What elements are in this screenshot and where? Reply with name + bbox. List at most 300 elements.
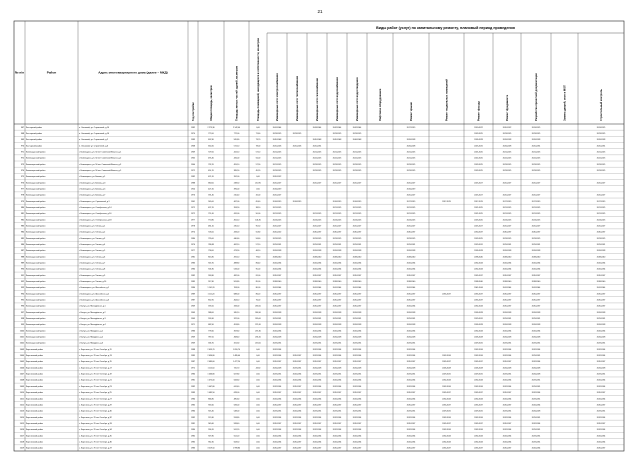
table-cell: 2038-2040 bbox=[406, 256, 416, 259]
table-cell: 2035-2037 bbox=[332, 299, 342, 302]
table-cell: 2032-2034 bbox=[596, 429, 606, 432]
table-cell: 2026-2028 bbox=[272, 250, 282, 253]
table-cell: 2026-2028 bbox=[312, 311, 322, 314]
table-cell: 2045-2048 bbox=[312, 139, 322, 142]
table-cell: 2022-2025 bbox=[312, 157, 322, 160]
table-cell: 986 bbox=[20, 244, 24, 247]
table-cell: 2025-2026 bbox=[272, 145, 282, 148]
table-cell: 1972 bbox=[191, 367, 195, 370]
table-cell: 682,90 bbox=[208, 324, 214, 327]
table-cell: г. Калуга, ул. Мичурина, д.3 bbox=[79, 342, 103, 345]
table-cell: 1954 bbox=[191, 188, 195, 191]
table-cell: 1015 bbox=[19, 422, 24, 425]
table-cell: 2022-2025 bbox=[352, 157, 362, 160]
table-cell: 2032-2034 bbox=[332, 435, 342, 438]
table-cell: 2021-2025 bbox=[332, 213, 342, 216]
table-cell: 2035-2037 bbox=[332, 422, 342, 425]
table-cell: 786,88 bbox=[208, 244, 214, 247]
table-cell: 2017-2019 bbox=[406, 126, 416, 129]
table-cell: 229,10 bbox=[255, 324, 261, 327]
table-cell: 1983 bbox=[191, 262, 195, 265]
table-cell: Козельщанский район bbox=[26, 157, 46, 160]
table-cell: 2032-2034 bbox=[312, 441, 322, 444]
table-cell: 2032-2034 bbox=[352, 268, 362, 271]
table-cell: 90,00 bbox=[255, 268, 261, 271]
table-cell: 2020-2022 bbox=[474, 126, 483, 129]
table-cell: 2023-2025 bbox=[312, 237, 322, 240]
table-cell: 1987 bbox=[191, 361, 195, 364]
table-cell: 2025-2027 bbox=[596, 182, 606, 185]
table-cell: 1981 bbox=[191, 256, 195, 259]
table-cell: 1969 bbox=[191, 305, 195, 308]
table-cell: с. Коренево, ул. 70 лет Октября, д.29 bbox=[79, 404, 112, 407]
table-cell: 2023-2025 bbox=[272, 237, 282, 240]
table-cell: 533,00 bbox=[233, 268, 240, 271]
table-cell: 2032-2034 bbox=[352, 435, 362, 438]
table-cell: 0,00 bbox=[256, 422, 260, 425]
table-cell: 2035-2037 bbox=[596, 299, 606, 302]
table-cell: 2029-2031 bbox=[474, 410, 483, 413]
table-cell: 2032-2034 bbox=[312, 379, 322, 382]
table-cell: 2038-2040 bbox=[272, 256, 282, 259]
table-cell: 2016-2019 bbox=[406, 188, 416, 191]
table-cell: 495,40 bbox=[208, 157, 214, 160]
table-cell: Козельщанский район bbox=[26, 287, 46, 290]
table-cell: 2035-2037 bbox=[332, 361, 342, 364]
table-cell: 2035-2037 bbox=[272, 447, 282, 450]
table-cell: 57,90 bbox=[255, 163, 261, 166]
table-cell: 2030-2037 bbox=[352, 231, 362, 234]
table-cell: Кореневский район bbox=[26, 441, 43, 444]
table-cell: 2029-2031 bbox=[531, 355, 541, 358]
table-cell: 2045-2048 bbox=[272, 139, 282, 142]
table-cell: 2025-2027 bbox=[474, 182, 483, 185]
table-cell: 2032-2034 bbox=[531, 447, 541, 450]
table-cell: 2035-2037 bbox=[332, 404, 342, 407]
table-cell: 729,50 bbox=[208, 151, 214, 154]
table-cell: 2023-2025 bbox=[352, 163, 362, 166]
table-cell: 65,40 bbox=[255, 200, 261, 203]
table-cell: 2035-2037 bbox=[312, 392, 322, 395]
table-cell: 2035-2037 bbox=[442, 293, 451, 296]
table-cell: 2025-2027 bbox=[474, 225, 483, 228]
table-cell: 2026-2028 bbox=[502, 324, 512, 327]
table-cell: 1018 bbox=[19, 441, 24, 444]
column-header: № п/п bbox=[15, 70, 24, 75]
table-cell: 462,10 bbox=[233, 244, 240, 247]
table-cell: г. Козельщина, ул. Титова, д.1 bbox=[79, 225, 106, 228]
table-cell: 2021-2025 bbox=[272, 157, 282, 160]
table-cell: 2032-2034 bbox=[474, 416, 483, 419]
table-cell: 2017-2019 bbox=[502, 200, 512, 203]
table-cell: 2020-2022 bbox=[502, 126, 512, 129]
table-cell: Кореневский район bbox=[26, 429, 43, 432]
table-cell: 2 659,70 bbox=[207, 348, 215, 351]
table-cell: 2041-2044 bbox=[272, 126, 282, 129]
table-cell: 2029-2031 bbox=[406, 318, 416, 321]
table-cell: 2029-2031 bbox=[332, 244, 342, 247]
table-cell: г. Козельщина, ул. 50 лет Советской Власти, д.3 bbox=[79, 163, 122, 166]
work-types-group-title: Виды работ (услуг) по капитальному ремонту, плановый период проведения bbox=[376, 26, 515, 30]
table-cell: 2025-2031 bbox=[474, 145, 483, 148]
table-cell: 735,00 bbox=[208, 237, 214, 240]
table-cell: 2021-2025 bbox=[531, 151, 541, 154]
table-cell: 971 bbox=[20, 151, 24, 154]
table-cell: 974 bbox=[20, 169, 24, 172]
table-cell: 2035-2037 bbox=[312, 404, 322, 407]
table-cell: г. Козельщина, ул. Шоссейная, д.1 bbox=[79, 287, 110, 290]
table-cell: 2035-2037 bbox=[332, 392, 342, 395]
table-cell: 1000 bbox=[19, 330, 24, 333]
column-header: Инженерные сети электроснабжения bbox=[276, 73, 279, 121]
table-cell: 2035-2037 bbox=[531, 305, 541, 308]
table-cell: 2026-2028 bbox=[596, 139, 606, 142]
table-cell: 1988 bbox=[191, 182, 195, 185]
table-cell: 104,30 bbox=[255, 219, 261, 222]
table-cell: 2025-2027 bbox=[406, 182, 416, 185]
table-cell: 482,00 bbox=[233, 274, 240, 277]
table-cell: 2035-2037 bbox=[272, 305, 282, 308]
table-cell: 852,90 bbox=[208, 299, 214, 302]
table-cell: 2032-2034 bbox=[474, 398, 483, 401]
table-cell: 2023-2025 bbox=[406, 237, 416, 240]
table-cell: 2023-2025 bbox=[596, 132, 606, 135]
table-cell: г. Калуга, ул. Мичурина, д.2 bbox=[79, 336, 103, 339]
table-cell: 2038-2040 bbox=[474, 256, 483, 259]
table-cell: 583,40 bbox=[233, 422, 240, 425]
table-cell: 2032-2034 bbox=[474, 435, 483, 438]
table-cell: 1985 bbox=[191, 441, 195, 444]
table-cell: 2032-2034 bbox=[332, 379, 342, 382]
table-cell: 1982 bbox=[191, 274, 195, 277]
table-cell: 2023-2025 bbox=[596, 219, 606, 222]
table-cell: 2026-2028 bbox=[332, 336, 342, 339]
table-cell: 2023-2025 bbox=[502, 169, 512, 172]
table-cell: Козельщанский район bbox=[26, 213, 46, 216]
table-cell: 1972 bbox=[191, 213, 195, 216]
table-cell: с. Коренево, ул. 70 лет Октября, д.17 bbox=[79, 367, 112, 370]
table-cell: 2035-2037 bbox=[502, 422, 512, 425]
table-cell: 321,30 bbox=[233, 342, 240, 345]
table-cell: 927,80 bbox=[208, 435, 214, 438]
table-cell: 2032-2034 bbox=[272, 348, 282, 351]
table-cell: 2038-2040 bbox=[332, 281, 342, 284]
table-cell: г. Калуга, ул. Молодёжная, д.3 bbox=[79, 318, 106, 321]
table-cell: 2042-2044 bbox=[332, 126, 342, 129]
table-cell: 1985 bbox=[191, 355, 195, 358]
table-cell: 2041-2044 bbox=[352, 287, 362, 290]
table-cell: 2032-2034 bbox=[406, 398, 416, 401]
table-cell: 2032-2034 bbox=[474, 379, 483, 382]
table-cell: 2035-2037 bbox=[292, 392, 302, 395]
table-cell: 2032-2034 bbox=[292, 398, 302, 401]
table-cell: 2032-2034 bbox=[332, 398, 342, 401]
table-cell: 2026-2028 bbox=[406, 336, 416, 339]
table-cell: 2021-2025 bbox=[502, 151, 512, 154]
table-cell: Козельщанский район bbox=[26, 274, 46, 277]
table-cell: 2035-2037 bbox=[352, 422, 362, 425]
table-cell: 2022-2025 bbox=[596, 157, 606, 160]
table-cell: 3 519,50 bbox=[207, 447, 215, 450]
table-cell: 2032-2034 bbox=[531, 392, 541, 395]
table-cell: 86,20 bbox=[255, 293, 261, 296]
table-cell: 2017-2019 bbox=[596, 200, 606, 203]
table-cell: 0,00 bbox=[256, 379, 260, 382]
table-cell: 359,60 bbox=[233, 330, 240, 333]
table-cell: 2026-2028 bbox=[406, 311, 416, 314]
table-cell: 592,60 bbox=[208, 318, 214, 321]
table-cell: г. Козельщина, ул. Бекова, д.5 bbox=[79, 188, 106, 191]
table-cell: 2035-2037 bbox=[406, 274, 416, 277]
table-cell: 2026-2028 bbox=[352, 336, 362, 339]
table-cell: 2026-2028 bbox=[531, 367, 541, 370]
table-cell: 1969 bbox=[191, 342, 195, 345]
table-cell: 2029-2031 bbox=[312, 318, 322, 321]
table-cell: 2038-2040 bbox=[596, 256, 606, 259]
table-cell: 79,40 bbox=[255, 256, 261, 259]
table-cell: Кореневский район bbox=[26, 385, 43, 388]
table-cell: 2032-2034 bbox=[272, 355, 282, 358]
table-cell: 2032-2034 bbox=[312, 385, 322, 388]
table-cell: 2025-2027 bbox=[474, 194, 483, 197]
table-cell: 2035-2037 bbox=[352, 305, 362, 308]
table-cell: 2026-2028 bbox=[596, 311, 606, 314]
table-cell: 0,00 bbox=[256, 435, 260, 438]
table-cell: Козельщанский район bbox=[26, 256, 46, 259]
table-cell: 2035-2037 bbox=[502, 299, 512, 302]
column-header: Инженерные сети газоснабжения bbox=[316, 78, 319, 121]
table-cell: 1980 bbox=[191, 429, 195, 432]
table-cell: Козельщанский район bbox=[26, 194, 46, 197]
table-cell: 2035-2037 bbox=[502, 305, 512, 308]
table-cell: 2032-2034 bbox=[474, 429, 483, 432]
table-cell: 0,00 bbox=[256, 385, 260, 388]
table-cell: 2042-2044 bbox=[352, 126, 362, 129]
table-cell: 2026-2028 bbox=[272, 336, 282, 339]
table-cell: 1 477,20 bbox=[233, 361, 240, 364]
table-cell: 440,60 bbox=[233, 237, 240, 240]
table-cell: 2023-2025 bbox=[596, 169, 606, 172]
table-cell: 2029-2031 bbox=[502, 244, 512, 247]
table-cell: 2016-2019 bbox=[272, 200, 282, 203]
table-cell: г. Козельщина, ул. Титова, д.5 bbox=[79, 250, 106, 253]
table-cell: 2023-2025 bbox=[312, 163, 322, 166]
table-cell: 2030-2037 bbox=[332, 231, 342, 234]
table-cell: 0,00 bbox=[256, 355, 260, 358]
table-cell: 2026-2028 bbox=[312, 336, 322, 339]
table-cell: 2035-2037 bbox=[292, 355, 302, 358]
table-cell: 0,00 bbox=[256, 447, 260, 450]
table-cell: 2029-2031 bbox=[531, 441, 541, 444]
column-header: Разработка проектной документации bbox=[535, 73, 538, 121]
table-cell: г. Козельщина, ул. Шоссейная, д.2 bbox=[79, 293, 110, 296]
table-cell: 2041-2044 bbox=[531, 287, 541, 290]
table-cell: 2026-2028 bbox=[352, 311, 362, 314]
table-cell: г. Козельщина, ул. Титова, д.4 bbox=[79, 244, 106, 247]
table-cell: 0,00 bbox=[256, 398, 260, 401]
table-cell: 2030-2037 bbox=[531, 231, 541, 234]
table-cell: 2035-2037 bbox=[272, 293, 282, 296]
table-cell: 0,00 bbox=[256, 176, 260, 179]
table-cell: 1988 bbox=[191, 348, 195, 351]
table-cell: 2026-2028 bbox=[474, 250, 483, 253]
table-cell: Кореневский район bbox=[26, 422, 43, 425]
table-cell: 2029-2031 bbox=[312, 373, 322, 376]
table-cell: 2032-2034 bbox=[442, 385, 451, 388]
table-cell: 2023-2025 bbox=[502, 219, 512, 222]
table-cell: 1969 bbox=[191, 336, 195, 339]
table-cell: 2035-2037 bbox=[596, 447, 606, 450]
table-cell: 2026-2028 bbox=[406, 324, 416, 327]
table-cell: 2035-2037 bbox=[272, 274, 282, 277]
table-cell: г. Козельщина, ул. 50 лет Советской Власти, д.5 bbox=[79, 169, 122, 172]
table-cell: 2032-2034 bbox=[502, 262, 512, 265]
table-cell: 2032-2034 bbox=[596, 262, 606, 265]
table-cell: п. Ольховой, ул. Строителей, д.14 bbox=[79, 126, 110, 129]
table-cell: 1 111,20 bbox=[207, 293, 215, 296]
table-cell: 2038-2040 bbox=[406, 281, 416, 284]
table-cell: 1017 bbox=[19, 435, 24, 438]
table-cell: 236,10 bbox=[255, 336, 261, 339]
table-cell: 2035-2037 bbox=[406, 293, 416, 296]
table-cell: 2032-2034 bbox=[502, 429, 512, 432]
table-cell: 56,60 bbox=[255, 237, 261, 240]
table-cell: 431,00 bbox=[233, 213, 240, 216]
table-cell: 2025-2027 bbox=[502, 182, 512, 185]
table-cell: 2026-2028 bbox=[474, 139, 483, 142]
table-cell: 2032-2034 bbox=[352, 441, 362, 444]
table-cell: 2032-2034 bbox=[312, 330, 322, 333]
table-cell: 2035-2037 bbox=[474, 274, 483, 277]
table-cell: 999 bbox=[20, 324, 24, 327]
table-cell: 345,10 bbox=[233, 311, 240, 314]
table-cell: 2026-2028 bbox=[272, 367, 282, 370]
table-cell: 2041-2044 bbox=[596, 287, 606, 290]
table-cell: с. Коренево, ул. 70 лет Октября, д.37 bbox=[79, 447, 112, 450]
table-cell: 2032-2034 bbox=[406, 429, 416, 432]
table-cell: 630,20 bbox=[208, 145, 214, 148]
table-cell: 2026-2028 bbox=[596, 324, 606, 327]
column-header: Замена дверей, окон в МОП bbox=[563, 85, 567, 121]
table-cell: 2032-2034 bbox=[292, 435, 302, 438]
table-cell: 2035-2037 bbox=[312, 305, 322, 308]
table-cell: 2021-2025 bbox=[406, 157, 416, 160]
table-cell: 0,00 bbox=[256, 361, 260, 364]
table-cell: 2026-2028 bbox=[502, 367, 512, 370]
column-header: Инженерные сети водоотведения bbox=[356, 77, 359, 121]
table-cell: Козельщанский район bbox=[26, 182, 46, 185]
table-cell: 949,60 bbox=[208, 422, 214, 425]
table-cell: Козельщанский район bbox=[26, 281, 46, 284]
table-cell: 1982 bbox=[191, 176, 195, 179]
table-cell: 2021-2025 bbox=[352, 151, 362, 154]
table-cell: 422,70 bbox=[208, 206, 214, 209]
table-cell: 2032-2034 bbox=[312, 348, 322, 351]
table-cell: 0,00 bbox=[256, 188, 260, 191]
table-cell: 2029-2031 bbox=[352, 410, 362, 413]
table-cell: 2035-2037 bbox=[352, 293, 362, 296]
table-cell: 2029-2031 bbox=[596, 342, 606, 345]
table-cell: г. Козельщина, ул. Бекова, д.7 bbox=[79, 194, 106, 197]
table-cell: Кореневский район bbox=[26, 410, 43, 413]
table-cell: 43,30 bbox=[255, 367, 261, 370]
table-cell: 1983 bbox=[191, 447, 195, 450]
table-cell: 2032-2034 bbox=[531, 422, 541, 425]
table-cell: 2032-2034 bbox=[502, 385, 512, 388]
table-cell: 2035-2037 bbox=[474, 392, 483, 395]
table-cell: 2032-2034 bbox=[352, 429, 362, 432]
table-cell: 2021-2025 bbox=[596, 206, 606, 209]
table-cell: 1004 bbox=[19, 355, 24, 358]
table-cell: 2023-2025 bbox=[531, 219, 541, 222]
table-cell: 548,00 bbox=[233, 410, 240, 413]
table-cell: с. Коренево, ул. 70 лет Октября, д.30 bbox=[79, 410, 112, 413]
table-cell: 2035-2037 bbox=[596, 392, 606, 395]
table-cell: 2032-2034 bbox=[596, 416, 606, 419]
table-cell: 992 bbox=[20, 281, 24, 284]
table-cell: 970 bbox=[20, 145, 24, 148]
table-cell: 2021-2025 bbox=[272, 206, 282, 209]
table-cell: 2032-2034 bbox=[292, 379, 302, 382]
table-cell: 2035-2037 bbox=[272, 361, 282, 364]
table-cell: 2020-2022 bbox=[272, 231, 282, 234]
table-cell: 2035-2037 bbox=[442, 392, 451, 395]
table-cell: 708,00 bbox=[233, 287, 240, 290]
table-cell: 1977 bbox=[191, 250, 195, 253]
table-cell: 866,80 bbox=[208, 398, 214, 401]
table-cell: 2032-2034 bbox=[292, 416, 302, 419]
table-cell: 1980 bbox=[191, 373, 195, 376]
table-cell: 2032-2034 bbox=[332, 441, 342, 444]
table-cell: 2023-2025 bbox=[596, 163, 606, 166]
table-cell: 901,80 bbox=[208, 268, 214, 271]
table-cell: 2029-2031 bbox=[596, 373, 606, 376]
table-cell: 2035-2037 bbox=[474, 299, 483, 302]
table-cell: 467,00 bbox=[233, 200, 240, 203]
table-cell: 468,40 bbox=[233, 336, 240, 339]
table-cell: 2032-2034 bbox=[502, 416, 512, 419]
table-cell: 2041-2044 bbox=[502, 287, 512, 290]
column-header: Строительный контроль bbox=[600, 89, 603, 121]
table-cell: 2029-2031 bbox=[502, 410, 512, 413]
table-cell: 981 bbox=[20, 213, 24, 216]
table-cell: 2032-2034 bbox=[352, 385, 362, 388]
table-cell: 2032-2034 bbox=[312, 355, 322, 358]
table-cell: 1970 bbox=[191, 132, 195, 135]
column-header: Инженерные сети теплоснабжения bbox=[296, 75, 299, 121]
table-cell: 2032-2034 bbox=[272, 416, 282, 419]
table-cell: 2032-2034 bbox=[406, 268, 416, 271]
column-header: Ремонт крыши bbox=[410, 102, 413, 121]
table-cell: 2026-2028 bbox=[596, 367, 606, 370]
table-cell: 2023-2025 bbox=[352, 219, 362, 222]
table-cell: 2026-2028 bbox=[596, 336, 606, 339]
table-cell: 2030-2037 bbox=[502, 231, 512, 234]
table-cell: 2023-2025 bbox=[352, 169, 362, 172]
table-cell: 2038-2040 bbox=[474, 281, 483, 284]
table-cell: 2030-2037 bbox=[312, 231, 322, 234]
table-cell: Кастырский район bbox=[26, 132, 43, 135]
table-cell: 2032-2034 bbox=[442, 379, 451, 382]
table-cell: 2025-2031 bbox=[596, 145, 606, 148]
table-cell: 2038-2040 bbox=[596, 281, 606, 284]
table-cell: 2029-2031 bbox=[406, 410, 416, 413]
table-cell: 2041-2044 bbox=[332, 287, 342, 290]
table-cell: 422,10 bbox=[233, 151, 240, 154]
table-cell: 459,10 bbox=[233, 163, 240, 166]
table-cell: с. Коренево, ул. 70 лет Октября, д.35 bbox=[79, 435, 112, 438]
table-cell: 2032-2034 bbox=[406, 379, 416, 382]
